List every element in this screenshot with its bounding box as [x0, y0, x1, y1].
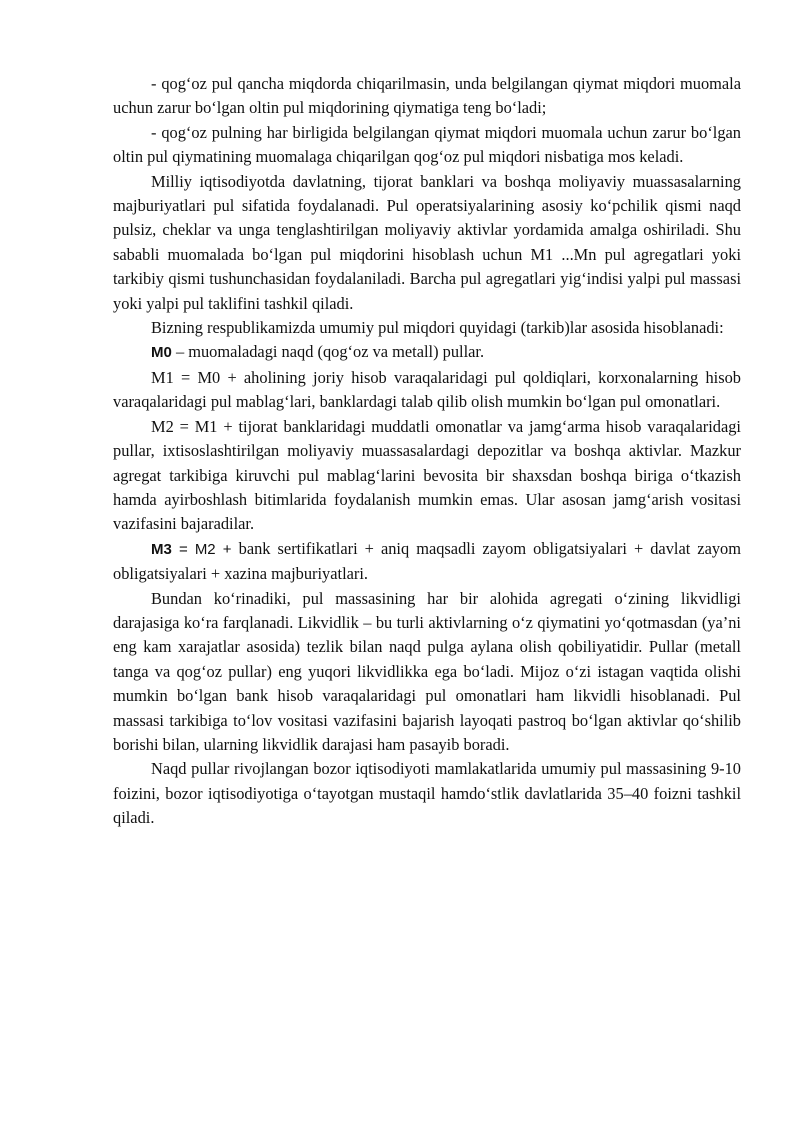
paragraph-m3-definition — [113, 537, 741, 587]
paragraph-m2-definition: M2 = M1 + tijorat banklaridagi muddatli omonatlar va jamg‘arma hisob varaqalaridagi pullar, ixtisoslashtirilgan moliyaviy muassasalardagi depozitlar va boshqa aktivlar. Mazkur agregat tarkibiga kiruvchi pul mablag‘larini bevosita bir shaxsdan boshqa biriga o‘tkazish hamda ayirboshlash bitimlarida foydalanish mumkin emas. Ular asosan jamg‘arish vositasi vazifasini bajaradilar. — [113, 416, 741, 534]
paragraph-liquidity: Bundan ko‘rinadiki, pul massasining har bir alohida agregati o‘zining likvidligi darajasiga ko‘ra farqlanadi. Likvidlik – bu turli aktivlarning o‘z qiymatini yo‘qotmasdan (ya’ni eng kam xarajatlar asosida) tezlik bilan naqd pulga aylana olish qobiliyatidir. Pullar (metall tanga va qog‘oz pullar) eng yuqori likvidlikka ega bo‘ladi. Mijoz o‘zi istagan vaqtida olishi mumkin bo‘lgan bank hisob varaqalaridagi pul omonatlari ham likvidli hisoblanadi. Pul massasi tarkibiga to‘lov vositasi vazifasini bajarish layoqati pastroq bo‘lgan aktivlar qo‘shilib borishi bilan, ularning likvidlik darajasi ham pasayib boradi. — [113, 588, 741, 754]
m0-term: M0 — [151, 344, 172, 362]
paragraph-national-economy: Milliy iqtisodiyotda davlatning, tijorat banklari va boshqa moliyaviy muassasalarning majburiyatlari pul sifatida foydalanadi. Pul operatsiyalarining asosiy ko‘pchilik qismi naqd pulsiz, cheklar va unga tenglashtirilgan moliyaviy aktivlar yordamida amalga oshiriladi. Shu sababli muomalada bo‘lgan pul miqdorini hisoblash uchun M1 ...Mn pul agregatlari yoki tarkibiy qismi tushunchasidan foydalaniladi. Barcha pul agregatlari yig‘indisi yalpi pul massasi yoki yalpi pul taklifini tashkil qiladi. — [113, 171, 741, 313]
paragraph-republic-calculation: Bizning respublikamizda umumiy pul miqdori quyidagi (tarkib)lar asosida hisoblanadi: — [151, 318, 724, 338]
m3-text: bank sertifikatlari + aniq maqsadli zayom obligatsiyalari + davlat zayom obligatsiyalari + xazina majburiyatlari. — [113, 538, 742, 584]
paragraph-paper-money-unit-value: - qog‘oz pulning har birligida belgilangan qiymat miqdori muomala uchun zarur bo‘lgan oltin pul qiymatining muomalaga chiqarilgan qog‘oz pul miqdori nisbatiga mos keladi. — [113, 122, 741, 167]
m3-term: M3 — [151, 540, 172, 558]
paragraph-cash-share: Naqd pullar rivojlangan bozor iqtisodiyoti mamlakatlarida umumiy pul massasining 9-10 foizini, bozor iqtisodiyotiga o‘tayotgan mustaqil hamdo‘stlik davlatlarida 35–40 foizni tashkil qiladi. — [113, 759, 741, 828]
paragraph-m0-definition — [113, 340, 741, 365]
m0-text: – muomaladagi naqd (qog‘oz va metall) pullar. — [171, 342, 485, 362]
m3-equation: = M2 + — [171, 540, 239, 558]
paragraph-paper-money-quantity: - qog‘oz pul qancha miqdorda chiqarilmasin, unda belgilangan qiymat miqdori muomala uchun zarur bo‘lgan oltin pul miqdorining qiymatiga teng bo‘ladi; — [113, 74, 741, 118]
paragraph-m1-definition: M1 = M0 + aholining joriy hisob varaqalaridagi pul qoldiqlari, korxonalarning hisob varaqalaridagi pul mablag‘lari, banklardagi talab qilib olish mumkin bo‘lgan pul omonatlari. — [113, 367, 741, 412]
document-page — [113, 72, 741, 831]
